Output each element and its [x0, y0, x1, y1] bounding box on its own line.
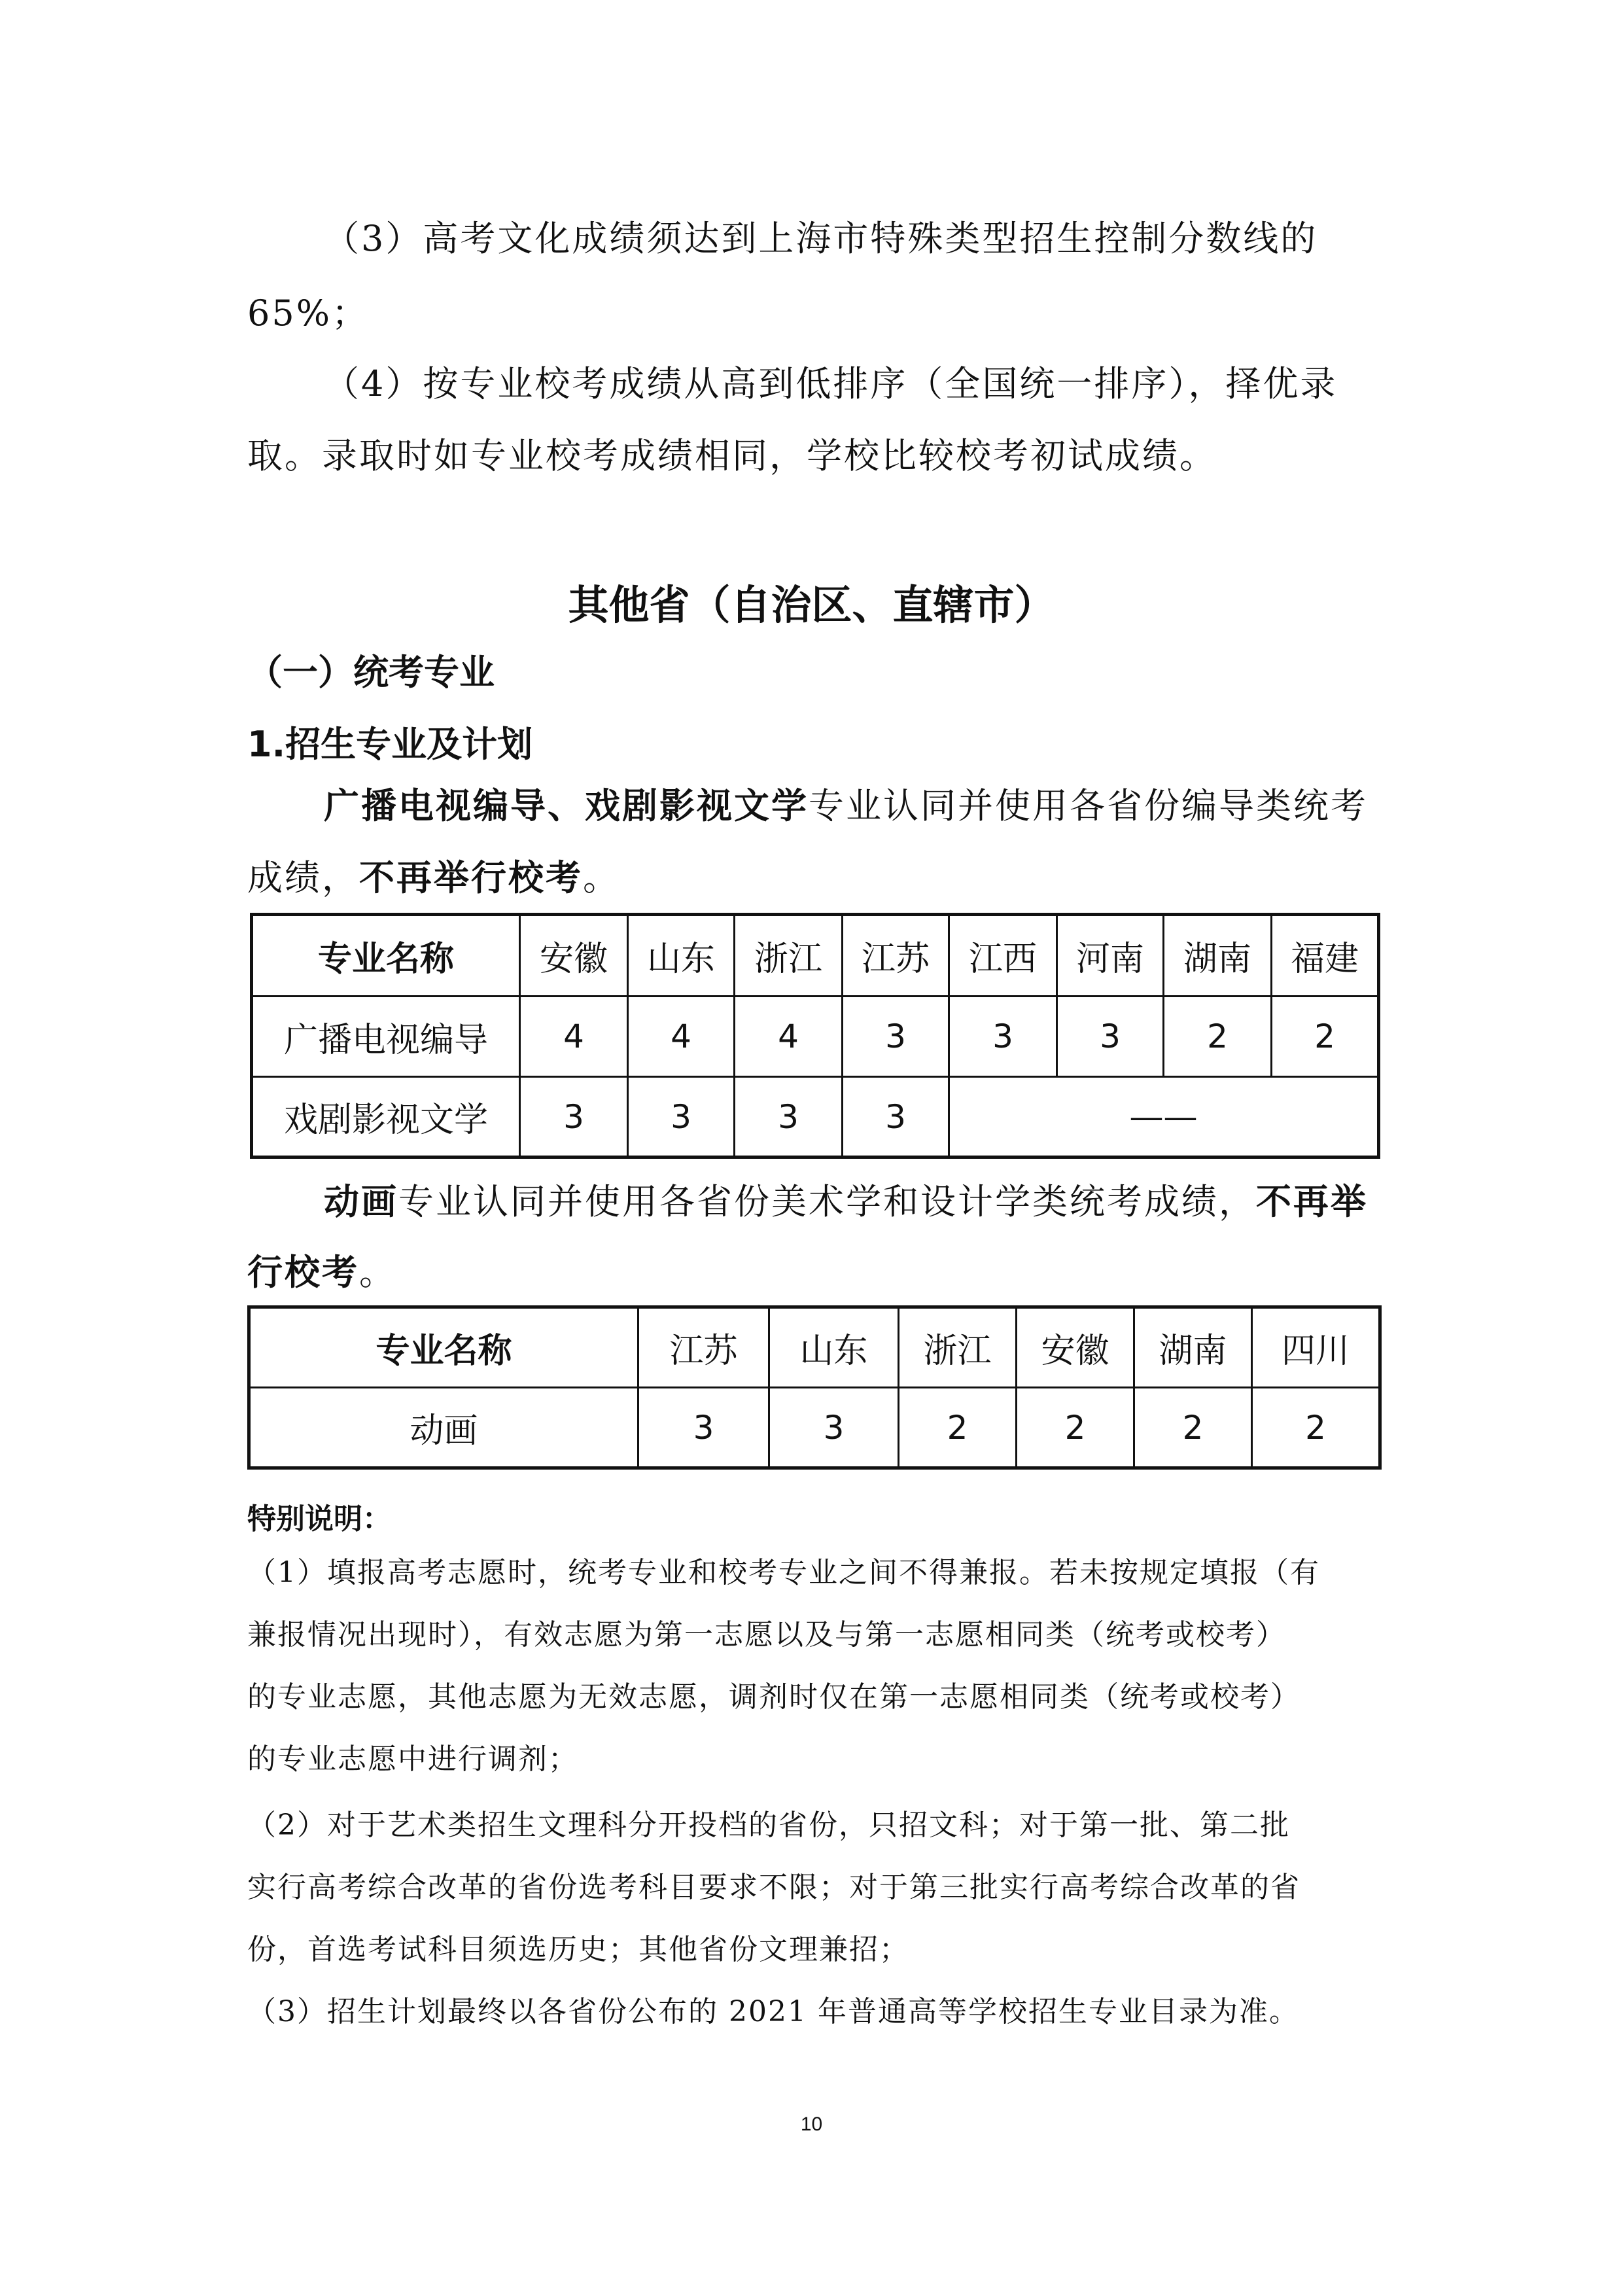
quota-cell: 4 — [520, 997, 628, 1077]
quota-cell: 3 — [769, 1388, 899, 1468]
header-province: 山东 — [769, 1307, 899, 1388]
paragraph-editing-line-2 — [247, 857, 620, 898]
row-major-name: 戏剧影视文学 — [252, 1077, 520, 1157]
quota-table-editing — [250, 913, 1380, 1159]
section-title: 其他省（自治区、直辖市） — [568, 581, 1055, 629]
note-2-line-1: （2）对于艺术类招生文理科分开投档的省份，只招文科；对于第一批、第二批 — [247, 1809, 1290, 1842]
paragraph-4-line-1: （4）按专业校考成绩从高到低排序（全国统一排序），择优录 — [324, 363, 1338, 404]
subsection-heading: （一）统考专业 — [247, 652, 495, 693]
quota-table-animation — [247, 1305, 1382, 1470]
header-province: 四川 — [1252, 1307, 1380, 1388]
editing-text-2: 成绩， — [247, 857, 359, 898]
row-major-name: 广播电视编导 — [252, 997, 520, 1077]
note-1-line-2: 兼报情况出现时），有效志愿为第一志愿以及与第一志愿相同类（统考或校考） — [247, 1618, 1286, 1651]
paragraph-3-line-2: 65%； — [247, 292, 370, 334]
animation-major-label: 动画 — [324, 1181, 398, 1222]
header-province: 江苏 — [843, 915, 949, 997]
header-province: 安徽 — [520, 915, 628, 997]
header-province: 河南 — [1057, 915, 1164, 997]
table-row — [252, 1077, 1379, 1157]
header-province: 浙江 — [735, 915, 843, 997]
quota-cell: 3 — [843, 1077, 949, 1157]
plan-heading: 1.招生专业及计划 — [247, 724, 533, 765]
period: 。 — [359, 1252, 396, 1293]
header-major: 专业名称 — [249, 1307, 638, 1388]
header-province: 江苏 — [638, 1307, 769, 1388]
paragraph-editing-line-1 — [324, 785, 1368, 826]
paragraph-4-line-2: 取。录取时如专业校考成绩相同，学校比较校考初试成绩。 — [247, 435, 1217, 476]
header-province: 湖南 — [1164, 915, 1272, 997]
quota-cell: 3 — [1057, 997, 1164, 1077]
header-province: 安徽 — [1017, 1307, 1134, 1388]
table-header-row — [249, 1307, 1380, 1388]
quota-cell: 3 — [638, 1388, 769, 1468]
header-province: 山东 — [628, 915, 735, 997]
quota-cell: 2 — [1252, 1388, 1380, 1468]
quota-cell: 3 — [520, 1077, 628, 1157]
paragraph-3-line-1: （3）高考文化成绩须达到上海市特殊类型招生控制分数线的 — [324, 218, 1318, 259]
quota-cell: 3 — [949, 997, 1057, 1077]
note-3-line-1: （3）招生计划最终以各省份公布的 2021 年普通高等学校招生专业目录为准。 — [247, 1995, 1299, 2028]
paragraph-animation-line-1 — [324, 1181, 1368, 1222]
animation-text: 专业认同并使用各省份美术学和设计学类统考成绩， — [398, 1181, 1256, 1222]
note-2-line-2: 实行高考综合改革的省份选考科目要求不限；对于第三批实行高考综合改革的省 — [247, 1871, 1300, 1904]
quota-cell: 3 — [628, 1077, 735, 1157]
quota-cell: 3 — [735, 1077, 843, 1157]
paragraph-animation-line-2 — [247, 1252, 396, 1293]
quota-cell: 2 — [1017, 1388, 1134, 1468]
quota-cell: 2 — [1134, 1388, 1252, 1468]
note-2-line-3: 份，首选考试科目须选历史；其他省份文理兼招； — [247, 1933, 909, 1966]
quota-cell: 2 — [1272, 997, 1379, 1077]
header-province: 湖南 — [1134, 1307, 1252, 1388]
period: 。 — [583, 857, 620, 898]
table-header-row — [252, 915, 1379, 997]
editing-majors-label: 广播电视编导、戏剧影视文学 — [324, 785, 809, 826]
header-province: 福建 — [1272, 915, 1379, 997]
no-exam-label: 不再举 — [1256, 1181, 1368, 1222]
editing-text: 专业认同并使用各省份编导类统考 — [809, 785, 1368, 826]
header-province: 江西 — [949, 915, 1057, 997]
no-exam-label: 不再举行校考 — [359, 857, 583, 898]
header-province: 浙江 — [899, 1307, 1017, 1388]
quota-cell: 2 — [899, 1388, 1017, 1468]
row-major-name: 动画 — [249, 1388, 638, 1468]
note-1-line-3: 的专业志愿，其他志愿为无效志愿，调剂时仅在第一志愿相同类（统考或校考） — [247, 1680, 1300, 1714]
table-row — [249, 1388, 1380, 1468]
note-1-line-1: （1）填报高考志愿时，统考专业和校考专业之间不得兼报。若未按规定填报（有 — [247, 1556, 1320, 1589]
header-major: 专业名称 — [252, 915, 520, 997]
quota-cell: 4 — [628, 997, 735, 1077]
quota-cell: 2 — [1164, 997, 1272, 1077]
notes-heading: 特别说明： — [247, 1502, 391, 1536]
note-1-line-4: 的专业志愿中进行调剂； — [247, 1742, 578, 1776]
no-exam-label-cont: 行校考 — [247, 1252, 359, 1293]
page-number: 10 — [800, 2113, 823, 2135]
not-applicable-cell: —— — [949, 1077, 1379, 1157]
table-row — [252, 997, 1379, 1077]
quota-cell: 4 — [735, 997, 843, 1077]
quota-cell: 3 — [843, 997, 949, 1077]
